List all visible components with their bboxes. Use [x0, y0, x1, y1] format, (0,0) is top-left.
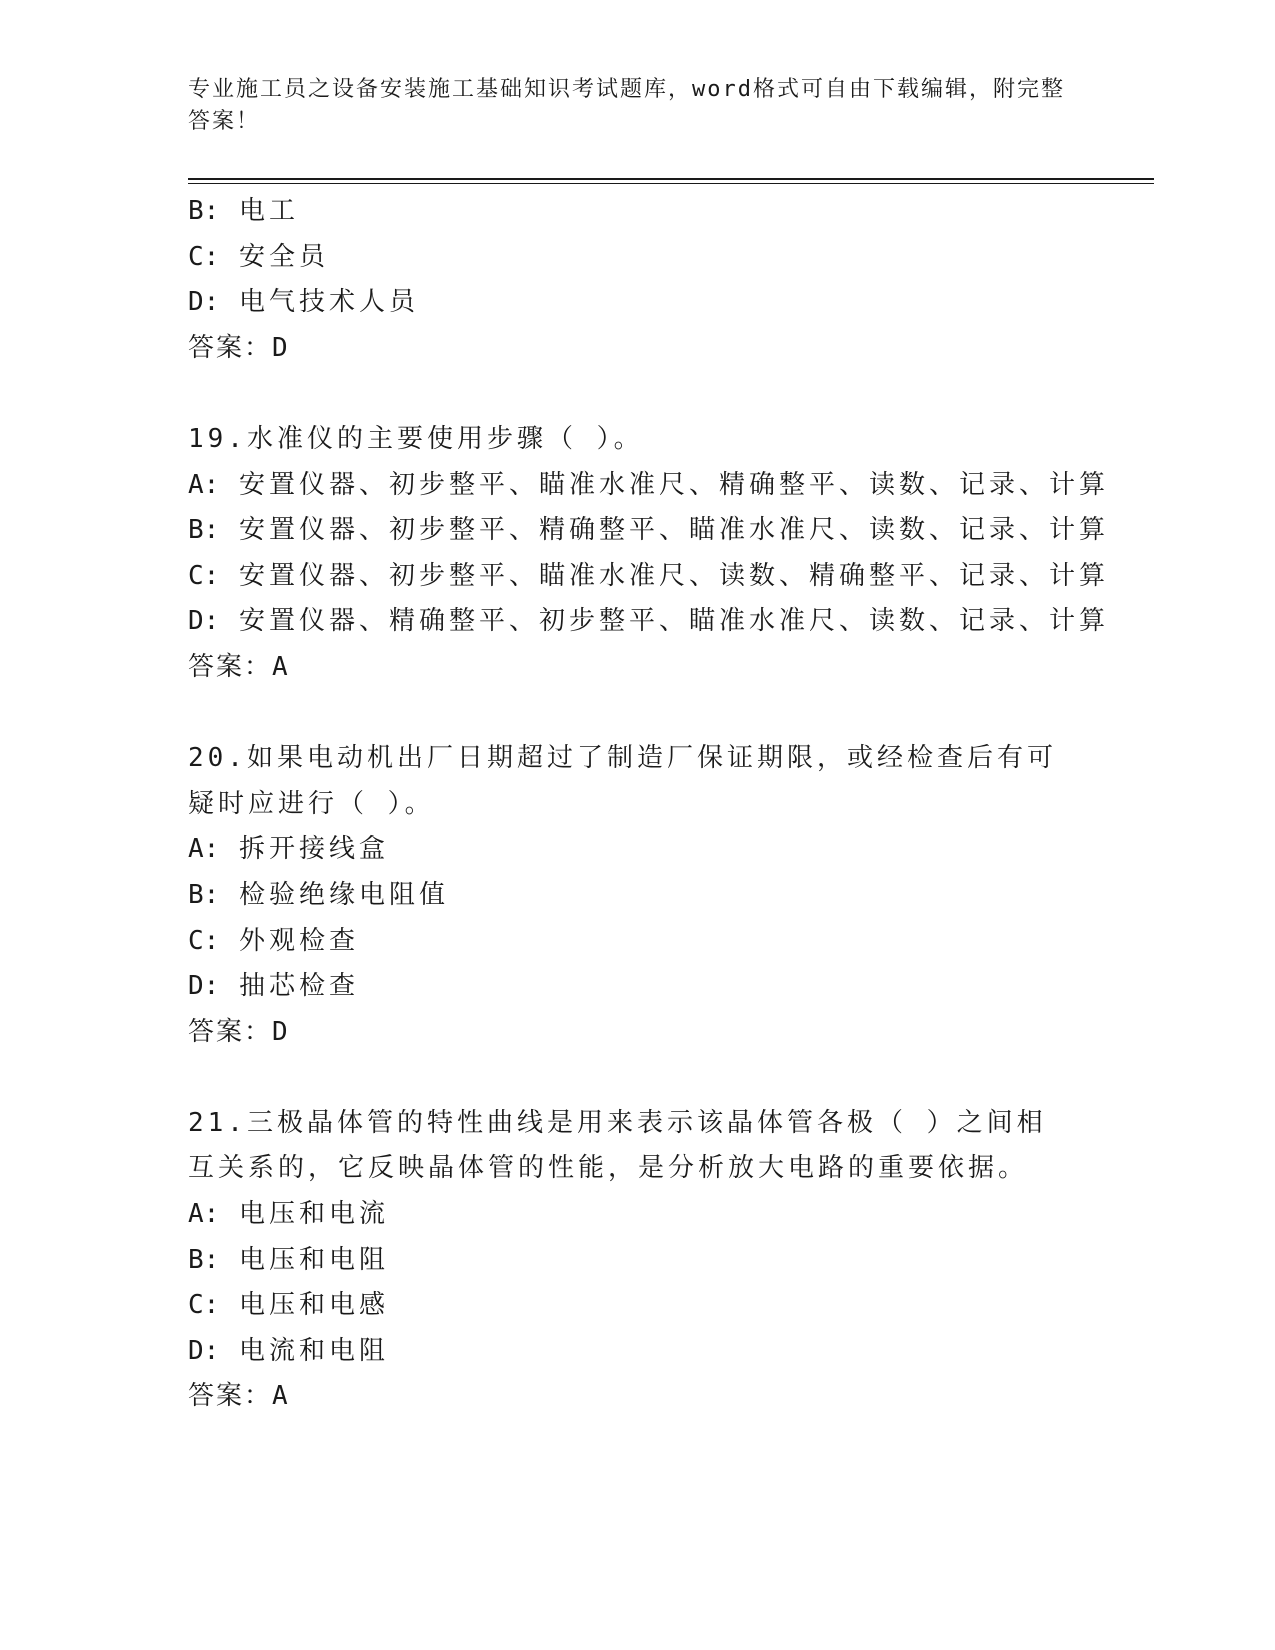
option-key: A:	[188, 469, 220, 500]
option-text: 检验绝缘电阻值	[238, 879, 449, 910]
option-c	[188, 554, 1109, 600]
answer-line	[188, 326, 1088, 372]
header-divider-thick	[188, 178, 1154, 180]
option-c	[188, 235, 1088, 281]
header-text: 专业施工员之设备安装施工基础知识考试题库，word格式可自由下载编辑，附完整答案！	[188, 77, 1065, 134]
option-key: B:	[188, 1244, 220, 1275]
answer-line	[188, 1374, 1088, 1420]
answer-label: 答案：	[188, 332, 273, 363]
option-text: 拆开接线盒	[238, 834, 389, 865]
option-text: 电气技术人员	[238, 287, 419, 318]
header-divider-thin	[188, 183, 1154, 184]
spacer	[188, 1055, 1088, 1101]
answer-label: 答案：	[188, 651, 273, 682]
option-text: 外观检查	[238, 925, 359, 956]
option-a	[188, 1192, 1088, 1238]
option-key: A:	[188, 834, 220, 865]
option-key: C:	[188, 560, 220, 591]
option-text: 安置仪器、精确整平、初步整平、瞄准水准尺、读数、记录、计算	[238, 606, 1109, 637]
option-text: 电压和电感	[238, 1290, 389, 1321]
answer-value: A	[272, 651, 290, 682]
option-c	[188, 919, 1088, 965]
option-key: C:	[188, 925, 220, 956]
option-key: C:	[188, 1290, 220, 1321]
document-header	[188, 74, 1068, 138]
option-text: 安置仪器、初步整平、瞄准水准尺、精确整平、读数、记录、计算	[238, 469, 1109, 500]
answer-value: A	[272, 1381, 290, 1412]
partial-question	[188, 189, 1088, 371]
option-b	[188, 508, 1109, 554]
option-key: A:	[188, 1199, 220, 1230]
answer-value: D	[272, 1016, 290, 1047]
option-key: D:	[188, 971, 220, 1002]
option-a	[188, 827, 1088, 873]
question-stem: 20.如果电动机出厂日期超过了制造厂保证期限，或经检查后有可疑时应进行（ ）。	[188, 743, 1057, 819]
option-d	[188, 1329, 1088, 1375]
option-text: 电工	[238, 196, 299, 226]
question-21	[188, 1101, 1088, 1420]
option-text: 安置仪器、初步整平、瞄准水准尺、读数、精确整平、记录、计算	[238, 560, 1109, 591]
option-key: C:	[188, 241, 220, 272]
option-text: 电压和电流	[238, 1199, 389, 1230]
question-20	[188, 736, 1088, 1055]
option-key: B:	[188, 879, 220, 910]
option-d	[188, 964, 1088, 1010]
option-text: 安全员	[238, 241, 329, 272]
option-key: D:	[188, 606, 220, 637]
option-d	[188, 280, 1088, 326]
question-19	[188, 417, 1109, 691]
option-a	[188, 463, 1109, 509]
question-stem: 21.三极晶体管的特性曲线是用来表示该晶体管各极（ ）之间相互关系的，它反映晶体管的性能，是分析放大电路的重要依据。	[188, 1107, 1047, 1184]
answer-line	[188, 645, 1088, 691]
question-stem: 19.水准仪的主要使用步骤（ ）。	[188, 423, 644, 454]
option-key: B:	[188, 196, 220, 226]
option-text: 抽芯检查	[238, 971, 359, 1002]
answer-value: D	[272, 332, 290, 363]
option-b	[188, 873, 1088, 919]
answer-label: 答案：	[188, 1381, 273, 1412]
option-key: B:	[188, 515, 220, 546]
spacer	[188, 691, 1088, 737]
option-text: 电流和电阻	[238, 1335, 389, 1366]
option-key: D:	[188, 1335, 220, 1366]
answer-label: 答案：	[188, 1016, 273, 1047]
option-b	[188, 189, 1088, 235]
option-text: 安置仪器、初步整平、精确整平、瞄准水准尺、读数、记录、计算	[238, 515, 1109, 546]
option-key: D:	[188, 287, 220, 318]
answer-line	[188, 1010, 1088, 1056]
option-b	[188, 1238, 1088, 1284]
spacer	[188, 371, 1088, 417]
option-c	[188, 1283, 1088, 1329]
question-content	[188, 189, 1109, 1420]
option-text: 电压和电阻	[238, 1244, 389, 1275]
option-d	[188, 599, 1109, 645]
